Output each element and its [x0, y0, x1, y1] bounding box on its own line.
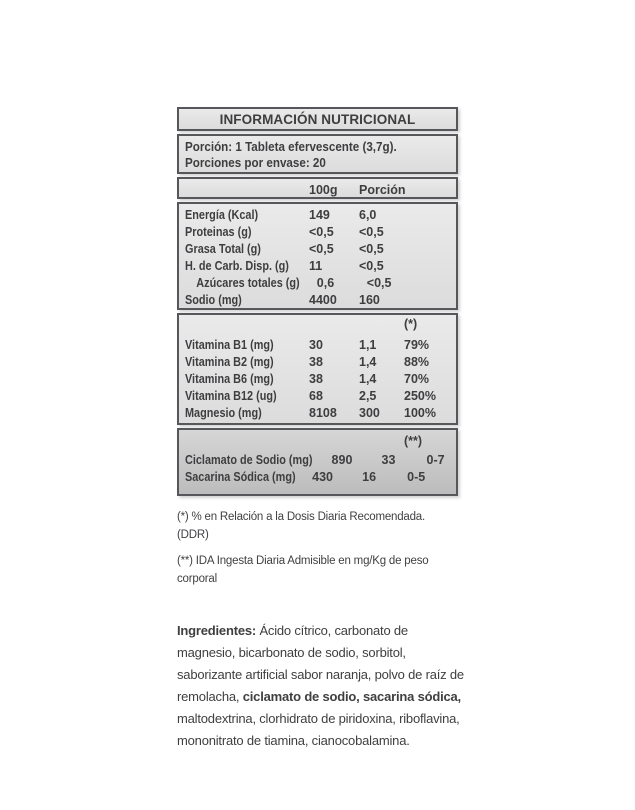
- ingredients-paragraph: [177, 620, 469, 752]
- sweetener-label: Sacarina Sódica (mg): [185, 470, 296, 484]
- serving-info-box: [177, 134, 458, 174]
- nutrient-per100: <0,5: [309, 225, 334, 239]
- sweeteners-box: [177, 428, 458, 496]
- nutrient-portion: 160: [359, 293, 380, 307]
- sweetener-ida-range: 0-5: [407, 470, 426, 484]
- nutrient-per100: 4400: [309, 293, 337, 307]
- table-row: [185, 292, 450, 309]
- vitamin-ddr-pct: 79%: [404, 338, 430, 352]
- sweetener-portion: 16: [362, 470, 377, 484]
- table-row: [185, 337, 450, 354]
- nutrient-portion: <0,5: [366, 276, 392, 290]
- sweetener-ida-range: 0-7: [426, 453, 445, 467]
- table-row: [185, 388, 450, 405]
- servings-per-container-line: Porciones por envase: 20: [185, 156, 326, 170]
- ingredients-segment: Ácido cítrico, carbonato de magnesio, bicarbonato de sodio, sorbitol, saborizante artificial sabor naranja, polvo de raíz de remolacha,: [177, 623, 464, 704]
- vitamins-box: [177, 313, 458, 425]
- column-header-box: [177, 177, 458, 199]
- table-row: [185, 354, 450, 371]
- nutrient-portion: 6,0: [359, 208, 377, 222]
- vitamin-label: Vitamina B1 (mg): [185, 338, 274, 352]
- vitamin-per100: 30: [309, 338, 323, 352]
- serving-size-line: Porción: 1 Tableta efervescente (3,7g).: [185, 140, 397, 154]
- table-row: [185, 207, 450, 224]
- table-row: [185, 371, 450, 388]
- vitamin-per100: 8108: [309, 406, 337, 420]
- nutrient-label: Sodio (mg): [185, 293, 242, 307]
- vitamin-label: Vitamina B6 (mg): [185, 372, 274, 386]
- panel-title: INFORMACIÓN NUTRICIONAL: [219, 111, 416, 127]
- vitamin-ddr-pct: 88%: [404, 355, 430, 369]
- footnotes: [177, 508, 457, 596]
- vitamin-label: Vitamina B12 (ug): [185, 389, 277, 403]
- table-row: [185, 452, 450, 469]
- column-header-100g: 100g: [309, 183, 338, 197]
- panel-title-box: [177, 107, 458, 131]
- nutrient-per100: 149: [309, 208, 330, 222]
- table-row: [185, 258, 450, 275]
- nutrient-per100: 11: [309, 259, 323, 273]
- sweetener-portion: 33: [381, 453, 396, 467]
- nutrient-label: Azúcares totales (g): [196, 276, 300, 290]
- table-row: [185, 224, 450, 241]
- nutrient-label: H. de Carb. Disp. (g): [185, 259, 289, 273]
- nutrient-portion: <0,5: [359, 225, 384, 239]
- nutrition-facts-panel: [177, 107, 458, 496]
- vitamin-portion: 1,4: [359, 372, 377, 386]
- vitamin-per100: 68: [309, 389, 323, 403]
- ingredients-bold-segment: ciclamato de sodio, sacarina sódica,: [242, 689, 461, 704]
- nutrient-per100: 0,6: [316, 276, 335, 290]
- sweetener-per100: 890: [331, 453, 353, 467]
- vitamin-ddr-pct: 100%: [404, 406, 436, 420]
- ddr-symbol: (*): [404, 317, 418, 331]
- nutrient-label: Proteinas (g): [185, 225, 252, 239]
- vitamin-ddr-pct: 70%: [404, 372, 430, 386]
- vitamin-label: Vitamina B2 (mg): [185, 355, 274, 369]
- ingredients-heading: Ingredientes:: [177, 623, 257, 638]
- table-row: [185, 241, 450, 258]
- nutrient-portion: <0,5: [359, 242, 384, 256]
- footnote-ida: (**) IDA Ingesta Diaria Admisible en mg/Kg de peso corporal: [177, 555, 429, 585]
- ingredients-segment: maltodextrina, clorhidrato de piridoxina, riboflavina, mononitrato de tiamina, cianocobalamina.: [177, 711, 460, 748]
- ida-symbol: (**): [404, 434, 423, 448]
- vitamin-label: Magnesio (mg): [185, 406, 262, 420]
- table-row: [185, 405, 450, 422]
- nutrient-portion: <0,5: [359, 259, 384, 273]
- vitamin-portion: 300: [359, 406, 380, 420]
- vitamin-per100: 38: [309, 355, 323, 369]
- footnote-ddr: (*) % en Relación a la Dosis Diaria Recomendada. (DDR): [177, 511, 425, 541]
- vitamin-per100: 38: [309, 372, 323, 386]
- sweetener-per100: 430: [312, 470, 333, 484]
- main-nutrients-box: [177, 202, 458, 310]
- nutrient-per100: <0,5: [309, 242, 334, 256]
- table-row: [185, 469, 450, 486]
- nutrient-label: Grasa Total (g): [185, 242, 261, 256]
- vitamin-portion: 1,1: [359, 338, 377, 352]
- column-header-porcion: Porción: [359, 183, 406, 197]
- table-row: [185, 275, 450, 292]
- sweetener-label: Ciclamato de Sodio (mg): [185, 453, 313, 467]
- nutrient-label: Energía (Kcal): [185, 208, 259, 222]
- vitamin-ddr-pct: 250%: [404, 389, 436, 403]
- vitamin-portion: 2,5: [359, 389, 377, 403]
- vitamin-portion: 1,4: [359, 355, 377, 369]
